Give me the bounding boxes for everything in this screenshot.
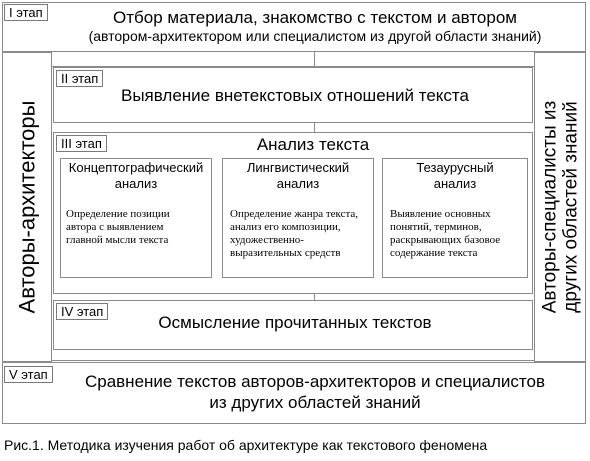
column-conceptographic-body-1: Определение позиции bbox=[66, 208, 170, 220]
left-side-text: Авторы-архитекторы bbox=[14, 100, 40, 314]
stage-2-tag: II этап bbox=[56, 70, 103, 87]
column-linguistic-body-3: художественно- bbox=[230, 234, 304, 246]
right-side-line-2: других областей знаний bbox=[560, 101, 582, 313]
column-linguistic-body-2: анализ его композиции, bbox=[230, 221, 341, 233]
column-conceptographic-heading-2: анализ bbox=[114, 176, 158, 191]
stage-5-title-line-1: Сравнение текстов авторов-архитекторов и специалистов bbox=[84, 372, 546, 391]
stage-5-title-line-2: из других областей знаний bbox=[209, 393, 421, 412]
stage-3-tag: III этап bbox=[56, 135, 107, 152]
figure-caption: Рис.1. Методика изучения работ об архитектуре как текстового феномена bbox=[4, 437, 488, 453]
left-side-label bbox=[2, 52, 52, 362]
column-thesaurus-body-2: понятий, терминов, bbox=[390, 221, 482, 233]
frame-bottom-line bbox=[52, 360, 534, 361]
column-thesaurus-heading-2: анализ bbox=[433, 176, 477, 191]
stage-1-subtitle: (автором-архитектором или специалистом из другой области знаний) bbox=[88, 28, 542, 44]
column-conceptographic-body-2: автора с выявлением bbox=[66, 221, 164, 233]
column-conceptographic-body-3: главной мысли текста bbox=[66, 234, 169, 246]
column-linguistic-heading-2: анализ bbox=[276, 176, 320, 191]
column-thesaurus-body-4: содержание текста bbox=[390, 247, 478, 259]
column-thesaurus-body-3: раскрывающих базовое bbox=[390, 234, 501, 246]
column-linguistic-heading-1: Лингвистический bbox=[246, 160, 350, 175]
column-linguistic-body-4: выразительных средств bbox=[230, 247, 341, 259]
stage-2-title: Выявление внетекстовых отношений текста bbox=[121, 86, 469, 105]
stage-5-tag: V этап bbox=[4, 366, 53, 383]
column-thesaurus-heading-1: Тезаурусный bbox=[416, 160, 494, 175]
stage-1-title: Отбор материала, знакомство с текстом и автором bbox=[113, 8, 517, 27]
stage-3-title: Анализ текста bbox=[256, 135, 370, 154]
stage-1-tag: I этап bbox=[4, 4, 48, 21]
column-thesaurus-body-1: Выявление основных bbox=[390, 208, 491, 220]
stage-4-tag: IV этап bbox=[56, 303, 108, 320]
column-linguistic-body-1: Определение жанра текста, bbox=[230, 208, 359, 220]
stage-4-title: Осмысление прочитанных текстов bbox=[158, 313, 432, 332]
connector-2-3 bbox=[314, 123, 315, 132]
right-side-label bbox=[534, 52, 586, 362]
right-side-line-1: Авторы-специалисты из bbox=[539, 100, 561, 314]
column-conceptographic-heading-1: Концептографический bbox=[68, 160, 204, 175]
right-side-text bbox=[539, 101, 581, 314]
connector-1-2 bbox=[314, 52, 315, 66]
